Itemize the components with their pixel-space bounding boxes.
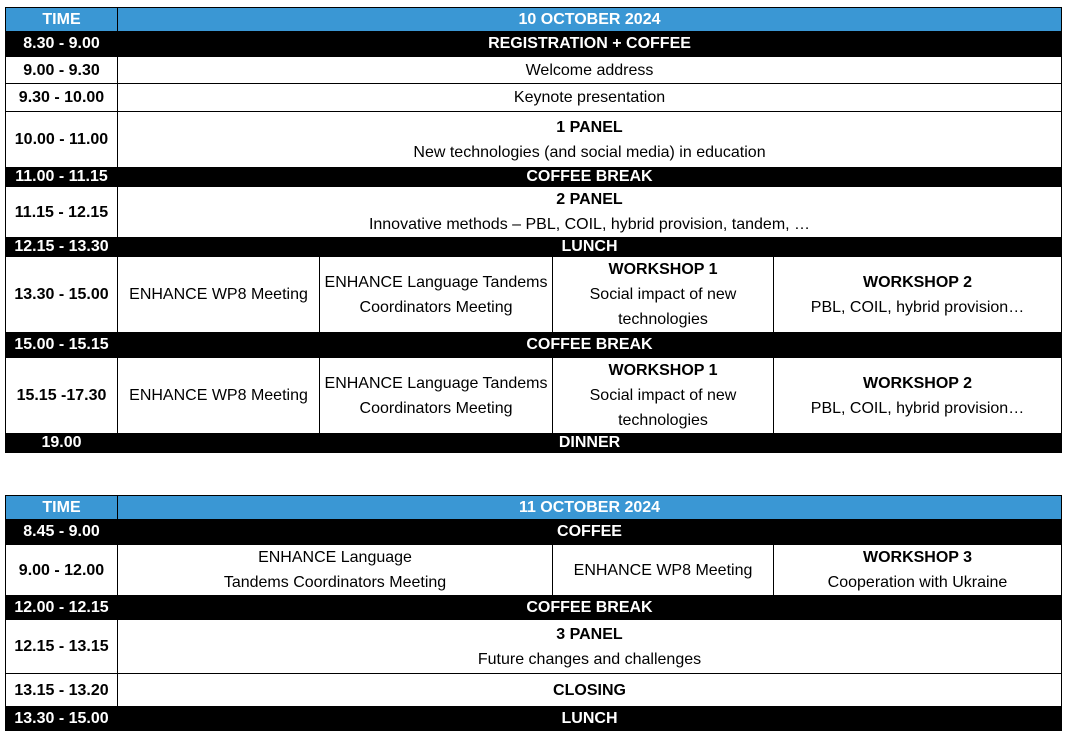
- tandems-line-2: Coordinators Meeting: [359, 298, 513, 316]
- date-header: 10 OCTOBER 2024: [118, 8, 1062, 32]
- workshop1-cell: [553, 257, 774, 333]
- lunch-row: [6, 238, 1062, 257]
- time-cell: 8.30 - 9.00: [6, 32, 118, 57]
- time-header: TIME: [6, 496, 118, 520]
- time-cell: 10.00 - 11.00: [6, 112, 118, 168]
- time-header: TIME: [6, 8, 118, 32]
- event-cell: COFFEE BREAK: [118, 168, 1062, 187]
- time-cell: 12.15 - 13.30: [6, 238, 118, 257]
- tandems-line-2: Coordinators Meeting: [359, 399, 513, 417]
- tandems-line-1: ENHANCE Language: [258, 549, 412, 566]
- session2-row: [6, 358, 1062, 434]
- workshop2-cell: [774, 257, 1062, 333]
- time-cell: 13.30 - 15.00: [6, 257, 118, 333]
- time-cell: 8.45 - 9.00: [6, 520, 118, 545]
- keynote-row: [6, 84, 1062, 112]
- workshop-line-2: technologies: [618, 412, 708, 429]
- event-cell: DINNER: [118, 434, 1062, 453]
- registration-row: [6, 32, 1062, 57]
- time-cell: 13.15 - 13.20: [6, 674, 118, 707]
- workshop-line-2: technologies: [618, 311, 708, 328]
- event-cell: COFFEE BREAK: [118, 596, 1062, 620]
- event-cell: COFFEE: [118, 520, 1062, 545]
- time-cell: 19.00: [6, 434, 118, 453]
- time-cell: 11.15 - 12.15: [6, 187, 118, 238]
- event-cell: CLOSING: [118, 674, 1062, 707]
- workshop-title: WORKSHOP 3: [862, 549, 973, 566]
- panel-topic: Future changes and challenges: [477, 650, 702, 668]
- event-cell: [118, 620, 1062, 674]
- panel-topic: Innovative methods – PBL, COIL, hybrid provision, tandem, …: [368, 216, 811, 233]
- session-row: [6, 545, 1062, 596]
- time-cell: 9.30 - 10.00: [6, 84, 118, 112]
- time-cell: 9.00 - 12.00: [6, 545, 118, 596]
- time-cell: 12.00 - 12.15: [6, 596, 118, 620]
- header-row: [6, 496, 1062, 520]
- event-cell: COFFEE BREAK: [118, 333, 1062, 358]
- panel-title: 3 PANEL: [556, 625, 623, 643]
- wp8-meeting-cell: ENHANCE WP8 Meeting: [118, 257, 320, 333]
- workshop-topic: PBL, COIL, hybrid provision…: [810, 399, 1025, 417]
- event-cell: [118, 112, 1062, 168]
- event-cell: LUNCH: [118, 238, 1062, 257]
- schedule-table-day1: [5, 7, 1062, 453]
- workshop3-cell: [774, 545, 1062, 596]
- time-cell: 12.15 - 13.15: [6, 620, 118, 674]
- time-cell: 13.30 - 15.00: [6, 707, 118, 731]
- coffee-row: [6, 520, 1062, 545]
- workshop-title: WORKSHOP 1: [608, 261, 718, 278]
- dinner-row: [6, 434, 1062, 453]
- wp8-meeting-cell: ENHANCE WP8 Meeting: [118, 358, 320, 434]
- session1-row: [6, 257, 1062, 333]
- tandems-meeting-cell: [320, 257, 553, 333]
- welcome-row: [6, 57, 1062, 84]
- time-cell: 15.00 - 15.15: [6, 333, 118, 358]
- coffee-break-row: [6, 168, 1062, 187]
- tandems-meeting-cell: [118, 545, 553, 596]
- event-cell: Welcome address: [118, 57, 1062, 84]
- panel2-row: [6, 187, 1062, 238]
- closing-row: [6, 674, 1062, 707]
- coffee-break-row: [6, 596, 1062, 620]
- workshop-title: WORKSHOP 1: [608, 362, 718, 379]
- panel3-row: [6, 620, 1062, 674]
- header-row: [6, 8, 1062, 32]
- schedule-table-day2: [5, 495, 1062, 731]
- workshop-line-1: Social impact of new: [589, 286, 737, 303]
- tandems-line-1: ENHANCE Language Tandems: [324, 374, 548, 392]
- panel-title: 1 PANEL: [556, 118, 623, 136]
- event-cell: REGISTRATION + COFFEE: [118, 32, 1062, 57]
- workshop-topic: PBL, COIL, hybrid provision…: [810, 298, 1025, 316]
- panel-title: 2 PANEL: [556, 191, 623, 208]
- panel-topic: New technologies (and social media) in education: [413, 143, 766, 161]
- tandems-line-2: Tandems Coordinators Meeting: [223, 574, 447, 591]
- wp8-meeting-cell: ENHANCE WP8 Meeting: [553, 545, 774, 596]
- workshop-line-1: Social impact of new: [589, 387, 737, 404]
- workshop-title: WORKSHOP 2: [862, 374, 973, 392]
- event-cell: [118, 187, 1062, 238]
- lunch-row: [6, 707, 1062, 731]
- workshop-topic: Cooperation with Ukraine: [827, 574, 1008, 591]
- panel1-row: [6, 112, 1062, 168]
- time-cell: 11.00 - 11.15: [6, 168, 118, 187]
- workshop1-cell: [553, 358, 774, 434]
- workshop-title: WORKSHOP 2: [862, 273, 973, 291]
- event-cell: LUNCH: [118, 707, 1062, 731]
- tandems-line-1: ENHANCE Language Tandems: [324, 273, 548, 291]
- tandems-meeting-cell: [320, 358, 553, 434]
- event-cell: Keynote presentation: [118, 84, 1062, 112]
- workshop2-cell: [774, 358, 1062, 434]
- coffee-break-row: [6, 333, 1062, 358]
- time-cell: 9.00 - 9.30: [6, 57, 118, 84]
- date-header: 11 OCTOBER 2024: [118, 496, 1062, 520]
- time-cell: 15.15 -17.30: [6, 358, 118, 434]
